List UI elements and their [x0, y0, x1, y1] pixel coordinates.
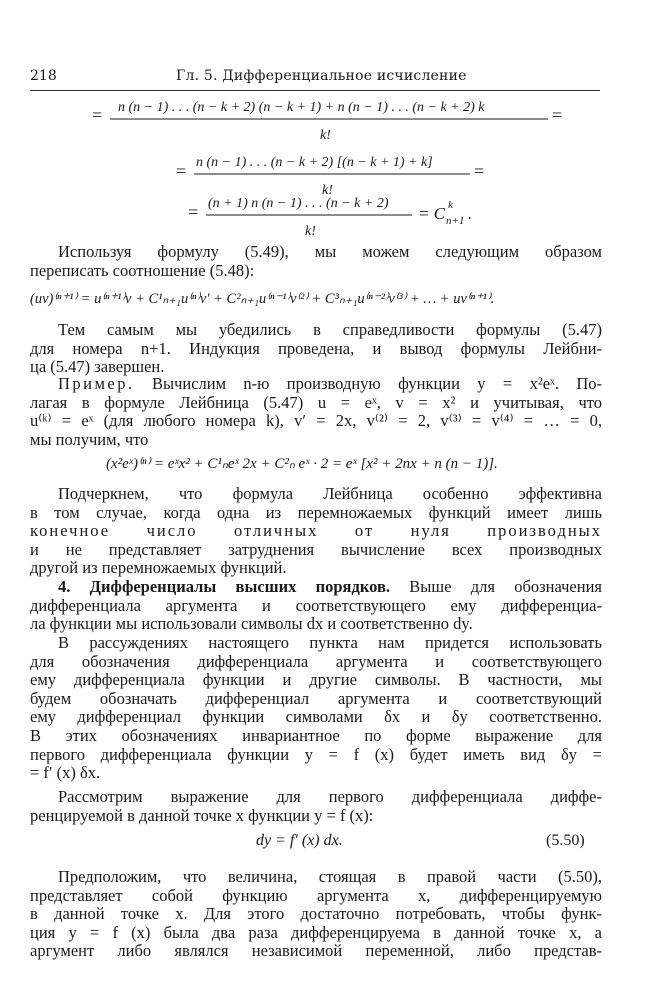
equation-number: (5.50): [546, 832, 585, 849]
paragraph-7: [30, 788, 602, 825]
text-line: конечное число отличных от нуля производных: [30, 521, 602, 541]
eq3-period: .: [468, 204, 473, 223]
text-line: В рассуждениях настоящего пункта нам придется использовать: [58, 633, 602, 652]
text-line: ла функции мы использовали символы dx и соответственно dy.: [30, 614, 473, 634]
text-line: лагая в формуле Лейбница (5.47) u = eˣ, v = x² и учитывая, что: [30, 392, 602, 412]
text-line: будем обозначать дифференциал аргумента и соответствующий: [30, 688, 602, 708]
paragraph-example: [30, 375, 602, 449]
example-text: Вычислим n-ю производную функции y = x²eˣ. По-: [134, 374, 602, 393]
eq3-binomial-sub: n+1: [446, 215, 465, 227]
example-label: Пример.: [58, 374, 135, 393]
section-heading: 4. Дифференциалы высших порядков.: [58, 577, 390, 596]
text-line: Подчеркнем, что формула Лейбница особенно эффективна: [58, 484, 602, 503]
text-line: Предположим, что величина, стоящая в правой части (5.50),: [58, 867, 602, 886]
paragraph-8: [30, 868, 602, 961]
text-line: ция y = f (x) была два раза дифференцируема в данной точке x, а: [30, 922, 602, 942]
text-line: аргумент либо являлся независимой переменной, либо представ-: [30, 941, 602, 961]
section-4-paragraph: [30, 578, 602, 634]
text-line: ему дифференциала функции и другие символы. В частности, мы: [30, 670, 602, 690]
paragraph-6: [30, 634, 602, 783]
text-line: [30, 578, 602, 597]
example-formula: (x²eˣ)⁽ⁿ⁾ = eˣx² + C¹ₙeˣ 2x + C²ₙ eˣ · 2 = eˣ [x² + 2nx + n (n − 1)].: [106, 456, 498, 472]
running-title: Гл. 5. Дифференциальное исчисление: [176, 68, 467, 84]
eq3-binomial-sup: k: [448, 199, 453, 211]
text-line: Тем самым мы убедились в справедливости формулы (5.47): [58, 320, 602, 339]
text-line: = f′ (x) δx.: [30, 763, 101, 783]
text-line: в том случае, когда одна из перемножаемых функций имеет лишь: [30, 502, 602, 522]
eq2-numerator: n (n − 1) . . . (n − k + 2) [(n − k + 1) + k]: [196, 155, 433, 170]
eq3-binomial: = C: [418, 204, 446, 223]
text-line: мы получим, что: [30, 429, 149, 449]
page-number: 218: [30, 68, 57, 84]
text-line: u⁽ᵏ⁾ = eˣ (для любого номера k), v′ = 2x, v⁽²⁾ = 2, v⁽³⁾ = v⁽⁴⁾ = … = 0,: [30, 411, 602, 431]
text-line: для номера n+1. Индукция проведена, и вывод формулы Лейбни-: [30, 338, 602, 358]
eq2-denominator: k!: [322, 183, 333, 198]
text-line: Рассмотрим выражение для первого дифференциала диффе-: [58, 787, 602, 806]
eq1-denominator: k!: [320, 128, 331, 143]
text-line: первого дифференциала функции y = f (x) будет иметь вид δy =: [30, 744, 602, 764]
text-line: представляет собой функцию аргумента x, дифференцируемую: [30, 885, 602, 905]
equation-5-50: dy = f′ (x) dx.: [256, 832, 343, 849]
paragraph-2: [30, 321, 602, 377]
eq2-trailing-equals: =: [474, 161, 485, 181]
text-line: и не представляет затруднения вычисление всех производных: [30, 539, 602, 559]
text-line: в данной точке x. Для этого достаточно потребовать, чтобы функ-: [30, 904, 602, 924]
text-line: ему дифференциал функции символами δx и δy соответственно.: [30, 707, 602, 727]
paragraph-4: [30, 485, 602, 578]
eq3-leading-equals: =: [188, 202, 199, 222]
eq2-leading-equals: =: [176, 161, 187, 181]
page-header: [30, 68, 600, 88]
eq1-leading-equals: =: [92, 105, 103, 125]
text-line: [30, 375, 602, 394]
text-line: ца (5.47) завершен.: [30, 357, 165, 377]
text-line: другой из перемножаемых функций.: [30, 558, 287, 578]
leibniz-formula: (uv)⁽ⁿ⁺¹⁾ = u⁽ⁿ⁺¹⁾v + C¹ₙ₊₁u⁽ⁿ⁾v′ + C²ₙ₊₁u⁽ⁿ⁻¹⁾v⁽²⁾ + C³ₙ₊₁u⁽ⁿ⁻²⁾v⁽³⁾ + … + uv⁽ⁿ⁺¹⁾.: [30, 291, 495, 307]
text-line: Используя формулу (5.49), мы можем следующим образом: [58, 242, 602, 261]
text-line: для обозначения дифференциала аргумента и соответствующего: [30, 651, 602, 671]
paragraph-1: [30, 243, 602, 280]
header-rule: [30, 90, 600, 91]
text-line: дифференциала аргумента и соответствующего ему дифференциа-: [30, 595, 602, 615]
section-text: Выше для обозначения: [390, 577, 602, 596]
text-line: ренцируемой в данной точке x функции y = f (x):: [30, 805, 374, 825]
eq3-denominator: k!: [305, 224, 316, 239]
text-line: В этих обозначениях инвариантное по форме выражение для: [30, 725, 602, 745]
text-line: переписать соотношение (5.48):: [30, 260, 255, 280]
eq1-trailing-equals: =: [552, 105, 563, 125]
eq1-numerator: n (n − 1) . . . (n − k + 2) (n − k + 1) + n (n − 1) . . . (n − k + 2) k: [118, 100, 485, 115]
eq3-numerator: (n + 1) n (n − 1) . . . (n − k + 2): [208, 196, 389, 211]
